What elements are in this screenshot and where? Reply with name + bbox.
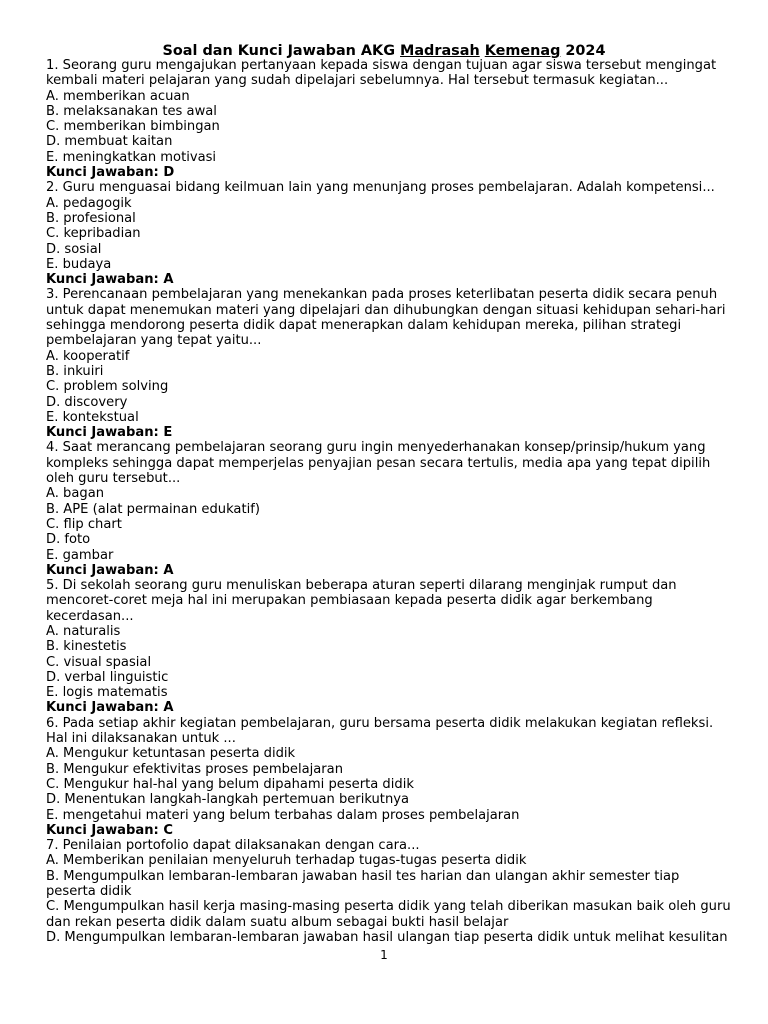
answer-option: peserta didik [46,884,132,900]
answer-option: B. inkuiri [46,363,104,379]
answer-option: dan rekan peserta didik dalam suatu album sebagai bukti hasil belajar [46,914,509,930]
answer-option: C. flip chart [46,516,122,532]
question-stem-line: 2. Guru menguasai bidang keilmuan lain yang menunjang proses pembelajaran. Adalah kompetensi... [46,180,715,196]
question-block [46,58,736,180]
question-stem-line: untuk dapat menemukan materi yang dipelajari dan dihubungkan dengan situasi kehidupan sehari-hari [46,302,726,318]
question-stem-line: mencoret-coret meja hal ini merupakan pembiasaan kepada peserta didik agar berkembang [46,593,653,609]
answer-option: C. problem solving [46,379,169,395]
answer-option: A. memberikan acuan [46,88,190,104]
question-block [46,440,736,578]
answer-key: Kunci Jawaban: E [46,425,173,441]
answer-option: B. Mengukur efektivitas proses pembelajaran [46,761,343,777]
answer-option: A. Memberikan penilaian menyeluruh terhadap tugas-tugas peserta didik [46,853,527,869]
question-stem-line: pembelajaran yang tepat yaitu... [46,333,262,349]
answer-option: B. melaksanakan tes awal [46,103,217,119]
answer-option: D. Menentukan langkah-langkah pertemuan berikutnya [46,792,410,808]
question-stem-line: 1. Seorang guru mengajukan pertanyaan kepada siswa dengan tujuan agar siswa tersebut mengingat [46,58,717,73]
answer-option: D. discovery [46,394,128,410]
question-block [46,180,736,287]
answer-option: D. foto [46,532,91,548]
question-stem-line: Hal ini dilaksanakan untuk ... [46,731,236,747]
answer-option: E. logis matematis [46,685,168,701]
answer-option: C. visual spasial [46,654,152,670]
title-underlined-madrasah: Madrasah [400,43,480,59]
page-number: 1 [380,948,388,962]
question-block [46,287,736,440]
question-list [46,58,736,945]
title-year: 2024 [560,43,606,59]
answer-option: B. APE (alat permainan edukatif) [46,501,260,517]
question-stem-line: oleh guru tersebut... [46,471,181,487]
answer-option: D. sosial [46,241,102,257]
answer-option: C. kepribadian [46,226,141,242]
answer-option: A. pedagogik [46,195,132,211]
title-text: Soal dan Kunci Jawaban AKG [162,43,401,59]
answer-option: E. budaya [46,256,112,272]
answer-option: C. memberikan bimbingan [46,119,220,135]
answer-option: C. Mengukur hal-hal yang belum dipahami peserta didik [46,776,414,792]
answer-option: E. meningkatkan motivasi [46,149,217,165]
answer-option: D. Mengumpulkan lembaran-lembaran jawaban hasil ulangan tiap peserta didik untuk melihat kesulitan [46,929,728,945]
question-stem-line: kembali materi pelajaran yang sudah dipelajari sebelumnya. Hal tersebut termasuk kegiatan... [46,73,669,89]
question-stem-line: 6. Pada setiap akhir kegiatan pembelajaran, guru bersama peserta didik melakukan kegiatan refleksi. [46,715,714,731]
answer-option: A. Mengukur ketuntasan peserta didik [46,746,296,762]
answer-option: C. Mengumpulkan hasil kerja masing-masing peserta didik yang telah diberikan masukan baik oleh guru [46,899,731,915]
question-block [46,716,736,838]
answer-option: E. mengetahui materi yang belum terbahas dalam proses pembelajaran [46,807,520,823]
answer-option: D. membuat kaitan [46,134,173,150]
answer-option: E. kontekstual [46,409,139,425]
question-block [46,838,736,945]
question-block [46,578,736,716]
answer-option: B. Mengumpulkan lembaran-lembaran jawaban hasil tes harian dan ulangan akhir semester tiap [46,868,680,884]
answer-key: Kunci Jawaban: C [46,822,173,838]
answer-key: Kunci Jawaban: D [46,165,175,181]
answer-key: Kunci Jawaban: A [46,700,174,716]
answer-option: A. bagan [46,486,105,502]
answer-key: Kunci Jawaban: A [46,562,174,578]
question-stem-line: sehingga mendorong peserta didik dapat menerapkan dalam kehidupan mereka, pilihan strategi [46,318,682,334]
question-stem-line: 7. Penilaian portofolio dapat dilaksanakan dengan cara... [46,838,420,854]
answer-option: D. verbal linguistic [46,669,169,685]
question-stem-line: 3. Perencanaan pembelajaran yang menekankan pada proses keterlibatan peserta didik secara penuh [46,287,718,303]
question-stem-line: 4. Saat merancang pembelajaran seorang guru ingin menyederhanakan konsep/prinsip/hukum yang [46,440,706,456]
answer-option: B. profesional [46,210,136,226]
answer-option: A. kooperatif [46,348,130,364]
question-stem-line: 5. Di sekolah seorang guru menuliskan beberapa aturan seperti dilarang menginjak rumput dan [46,578,677,594]
answer-option: E. gambar [46,547,114,563]
answer-option: B. kinestetis [46,639,127,655]
answer-option: A. naturalis [46,623,121,639]
answer-key: Kunci Jawaban: A [46,272,174,288]
question-stem-line: kompleks sehingga dapat memperjelas penyajian pesan secara tertulis, media apa yang tepat dipilih [46,455,711,471]
question-stem-line: kecerdasan... [46,608,134,624]
title-underlined-kemenag: Kemenag [484,43,561,59]
